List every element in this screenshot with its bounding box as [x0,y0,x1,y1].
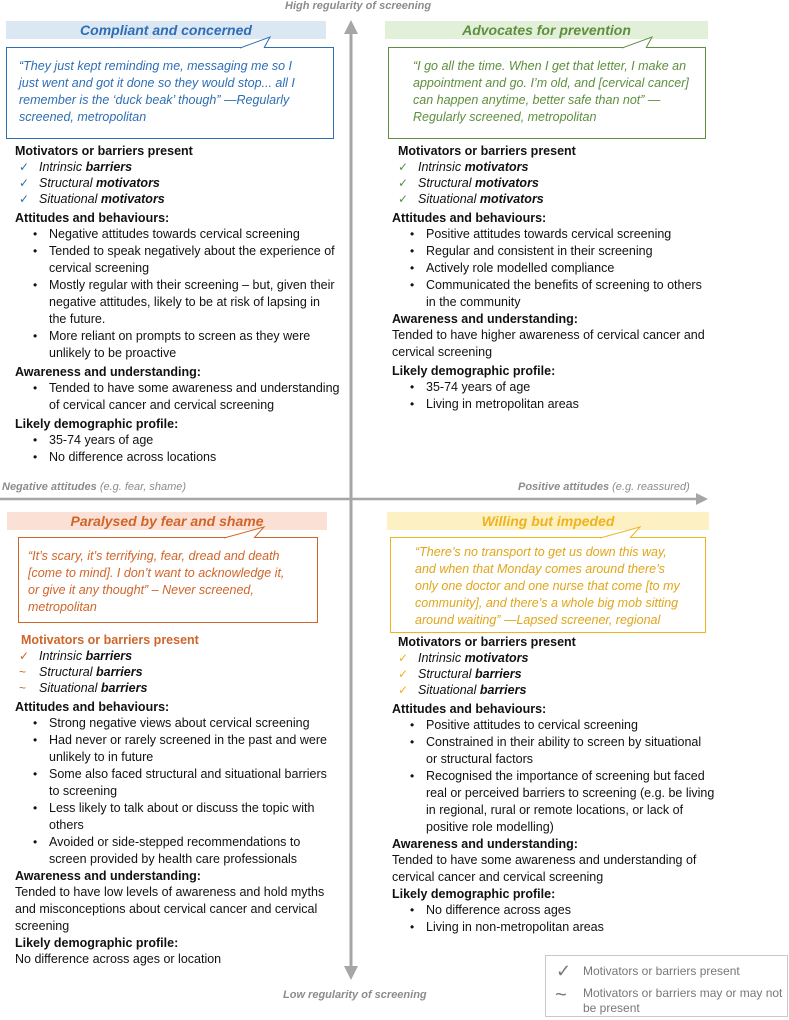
check-icon: ✓ [398,683,409,697]
check-icon: ✓ [19,176,30,190]
axis-label-left-main: Negative attitudes [2,481,97,493]
bl-attitudes-heading: Attitudes and behaviours: [15,700,170,714]
bl-attitudes-list [15,715,350,868]
quote-line: “They just kept reminding me, messaging me so I [19,59,293,73]
quote-line: only one doctor and one nurse that come [to my [415,579,680,593]
list-item: • Regular and consistent in their screening [392,243,722,260]
vertical-axis-bottom-arrow [344,966,358,980]
quote-line: Regularly screened, metropolitan [413,110,597,124]
bl-demographic-heading: Likely demographic profile: [15,936,179,950]
tr-title-banner: Advocates for prevention [385,21,708,39]
br-awareness-text: Tended to have some awareness and understanding of cervical cancer and cervical screening [392,853,697,884]
tl-motivators-heading: Motivators or barriers present [15,144,193,158]
tr-awareness-heading: Awareness and understanding: [392,312,578,326]
br-quote-tail [600,526,650,540]
legend-check-icon: ✓ [556,961,572,981]
axis-label-left [2,481,186,493]
motivator-item: ✓ Situational barriers [398,683,527,697]
list-item: • 35-74 years of age [15,432,345,449]
br-motivators-list [392,650,727,698]
list-item: • Positive attitudes to cervical screening [392,717,727,734]
bl-title-banner: Paralysed by fear and shame [7,512,327,530]
tr-quote-tail [622,36,662,50]
motivator-item: ✓ Structural motivators [19,176,160,190]
list-item: • No difference across ages [392,902,727,919]
list-item: • Tended to have some awareness and understanding of cervical cancer and cervical screening [15,380,345,414]
tr-demographic-heading: Likely demographic profile: [392,364,556,378]
tl-attitudes-list [15,226,345,362]
horizontal-axis-right-arrow [696,493,708,505]
legend-tilde-label: Motivators or barriers may or may not be present [583,986,783,1015]
tl-content [15,143,345,466]
list-item: • Negative attitudes towards cervical screening [15,226,345,243]
list-item: • Living in metropolitan areas [392,396,722,413]
quote-line: around waiting” —Lapsed screener, regional [415,613,661,627]
tr-quote-box [388,47,706,139]
check-icon: ✓ [398,160,409,174]
quote-line: screened, metropolitan [19,110,147,124]
list-item: • Tended to speak negatively about the experience of cervical screening [15,243,345,277]
motivator-item: ✓ Structural motivators [398,176,539,190]
bl-awareness-heading: Awareness and understanding: [15,869,201,883]
tilde-icon: ~ [19,665,27,679]
tl-quote-box [6,47,334,139]
bl-motivators-heading: Motivators or barriers present [21,633,199,647]
motivator-item: ~ Situational barriers [19,681,148,695]
motivator-item: ✓ Structural barriers [398,667,522,681]
list-item: • Strong negative views about cervical screening [15,715,350,732]
axis-label-bottom: Low regularity of screening [283,989,427,1001]
quote-line: metropolitan [28,600,97,614]
tr-attitudes-heading: Attitudes and behaviours: [392,211,547,225]
motivator-item: ✓ Intrinsic barriers [19,649,133,663]
axis-label-right [518,481,690,493]
quote-line: “I go all the time. When I get that letter, I make an [413,59,687,73]
tl-demographic-heading: Likely demographic profile: [15,417,179,431]
motivator-item: ✓ Intrinsic barriers [19,160,133,174]
br-motivators-heading: Motivators or barriers present [398,635,576,649]
legend-tilde-icon: ~ [555,984,567,1006]
quote-line: appointment and go. I’m old, and [cervical cancer] [413,76,689,90]
br-attitudes-heading: Attitudes and behaviours: [392,702,547,716]
br-demographic-list [392,902,727,936]
bl-quote-tail [224,526,274,540]
quote-line: “It’s scary, it’s terrifying, fear, dread and death [28,549,280,563]
quote-line: just went and got it done so they would stop... all I [19,76,295,90]
list-item: • Avoided or side-stepped recommendations to screen provided by health care professionals [15,834,350,868]
quote-line: and when that Monday comes around there’s [415,562,665,576]
tr-motivators-heading: Motivators or barriers present [398,144,576,158]
list-item: • Had never or rarely screened in the past and were unlikely to in future [15,732,350,766]
bl-motivators-list [15,648,350,696]
quote-line: “There’s no transport to get us down this way, [415,545,667,559]
tl-motivators-list [15,159,345,207]
br-content [392,634,727,936]
list-item: • Communicated the benefits of screening to others in the community [392,277,722,311]
vertical-axis-top-arrow [344,20,358,34]
tl-demographic-list [15,432,345,466]
check-icon: ✓ [19,649,30,663]
motivator-item: ~ Structural barriers [19,665,143,679]
axis-label-left-example: (e.g. fear, shame) [99,481,187,493]
bl-content [15,632,350,968]
tr-attitudes-list [392,226,722,311]
quote-line: or give it any thought” – Never screened, [28,583,254,597]
axis-label-right-example: (e.g. reassured) [612,481,690,493]
tr-content [392,143,722,413]
br-awareness-heading: Awareness and understanding: [392,837,578,851]
quote-line: [come to mind]. I don’t want to acknowledge it, [28,566,285,580]
list-item: • Some also faced structural and situational barriers to screening [15,766,350,800]
tl-awareness-list [15,380,345,414]
bl-demographic-text: No difference across ages or location [15,952,222,966]
br-attitudes-list [392,717,727,836]
tilde-icon: ~ [19,681,27,695]
axis-label-right-main: Positive attitudes [518,481,610,493]
check-icon: ✓ [398,176,409,190]
quote-line: can happen anytime, better safe than not” — [413,93,661,107]
motivator-item: ✓ Situational motivators [398,192,544,206]
br-quote-box [390,537,706,633]
bl-awareness-text: Tended to have low levels of awareness and hold myths and misconceptions about cervical cancer and cervical screening [15,885,325,933]
check-icon: ✓ [398,192,409,206]
quote-line: community], and there’s a whole big mob sitting [415,596,679,610]
quote-line: remember is the ‘duck beak’ though” —Regularly [19,93,290,107]
axis-label-top: High regularity of screening [285,0,432,12]
bl-quote-box [18,537,318,623]
list-item: • Constrained in their ability to screen by situational or structural factors [392,734,727,768]
legend [545,955,788,1017]
list-item: • Mostly regular with their screening – but, given their negative attitudes, likely to be at risk of lapsing in the future. [15,277,345,328]
tr-motivators-list [392,159,722,207]
tr-demographic-list [392,379,722,413]
list-item: • Recognised the importance of screening but faced real or perceived barriers to screening (e.g. be living in regional, rural or remote locations, or lack of positive role modelling) [392,768,727,836]
tl-awareness-heading: Awareness and understanding: [15,365,201,379]
check-icon: ✓ [398,651,409,665]
tl-attitudes-heading: Attitudes and behaviours: [15,211,170,225]
check-icon: ✓ [19,160,30,174]
list-item: • 35-74 years of age [392,379,722,396]
tl-title-banner: Compliant and concerned [6,21,326,39]
motivator-item: ✓ Intrinsic motivators [398,160,529,174]
legend-check-label: Motivators or barriers present [583,964,740,978]
br-demographic-heading: Likely demographic profile: [392,887,556,901]
motivator-item: ✓ Situational motivators [19,192,165,206]
motivator-item: ✓ Intrinsic motivators [398,651,529,665]
list-item: • More reliant on prompts to screen as they were unlikely to be proactive [15,328,345,362]
br-title-banner: Willing but impeded [387,512,709,530]
list-item: • No difference across locations [15,449,345,466]
list-item: • Less likely to talk about or discuss the topic with others [15,800,350,834]
tl-quote-tail [240,36,280,50]
check-icon: ✓ [398,667,409,681]
check-icon: ✓ [19,192,30,206]
list-item: • Living in non-metropolitan areas [392,919,727,936]
tr-awareness-text: Tended to have higher awareness of cervical cancer and cervical screening [392,328,705,359]
list-item: • Actively role modelled compliance [392,260,722,277]
list-item: • Positive attitudes towards cervical screening [392,226,722,243]
